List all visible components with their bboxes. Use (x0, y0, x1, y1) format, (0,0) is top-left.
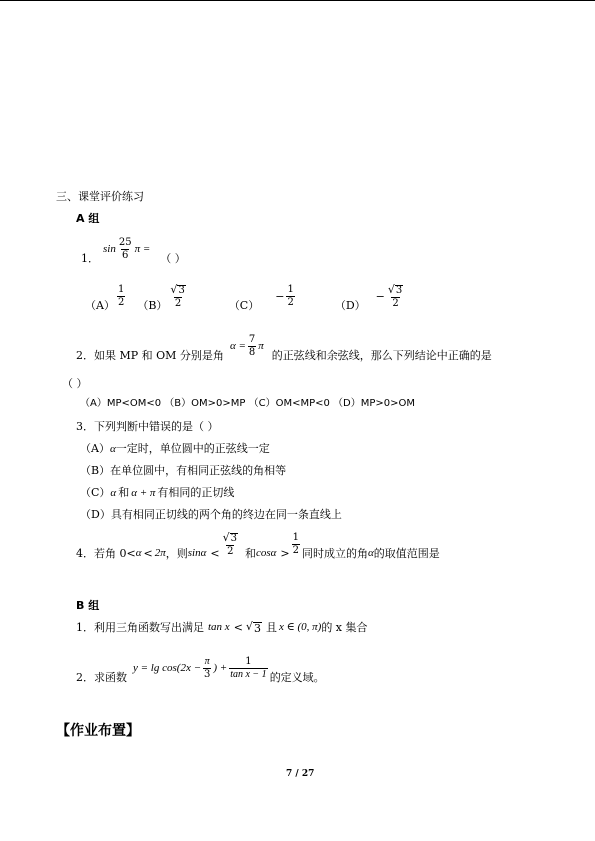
q1-option-a-label: （A） (85, 299, 115, 312)
q1-number: 1． (81, 252, 99, 265)
page-number: 7 / 27 (286, 769, 315, 779)
q3-option-c: （C）α 和 α + π 有相同的正切线 (80, 486, 235, 499)
q1-option-d-label: （D） (334, 299, 366, 312)
q1-pi-eq: π = (134, 243, 151, 255)
q3-option-a: （A）α一定时，单位圆中的正弦线一定 (80, 442, 270, 455)
question-3-stem: 3．下列判断中错误的是（ ） (76, 420, 219, 433)
section-title: 三、课堂评价练习 (56, 190, 144, 203)
q2-pi: π (258, 340, 264, 352)
q1-frac-den: 6 (122, 250, 129, 261)
q2-prefix: 2．如果 MP 和 OM 分别是角 (76, 349, 224, 362)
group-a-heading: A 组 (76, 212, 100, 225)
q1-options: （A） $\frac{1}{2}$ （B） √ 3 2 （C） − $\frac{1}{2}$ （D） − √ 3 2 (85, 282, 403, 312)
b2-reciprocal: $\frac{1}{\text{tan x − 1}}$ (230, 656, 267, 680)
q2-options: （A）MP<OM<0 （B）OM>0>MP （C）OM<MP<0 （D）MP>0>OM (80, 398, 416, 409)
q1-option-c-value: $\frac{1}{2}$ (287, 284, 294, 308)
q2-fraction: $\frac{7}{8}$ (248, 334, 256, 358)
q1-option-a-value: $\frac{1}{2}$ (117, 284, 125, 308)
q1-frac-num: 25 (118, 237, 132, 248)
q1-answer-paren: （ ） (160, 252, 186, 265)
q3-option-d: （D）具有相同正切线的两个角的终边在同一条直线上 (80, 508, 342, 521)
b-question-2: 2．求函数 y = lg cos(2x − $\frac{\pi}{3}$ ) + $\frac{1}{\text{tan x − 1}}$ 的定义域。 (76, 656, 325, 684)
b-question-1: 1．利用三角函数写出满足 tan x < √ 3 且 x ∈ (0, π) 的 x 集合 (76, 620, 368, 635)
b1-sqrt3: √ 3 (245, 620, 261, 635)
q1-sin: sin (103, 243, 116, 255)
homework-heading: 【作业布置】 (56, 723, 140, 739)
q1-fraction (118, 238, 133, 261)
group-b-heading: B 组 (76, 599, 100, 612)
question-2 (76, 332, 492, 361)
q3-option-b: （B）在单位圆中，有相同正弦线的角相等 (80, 464, 287, 477)
question-1 (81, 235, 186, 264)
q1-option-b-value: √ 3 2 (170, 282, 185, 310)
b2-pi-over-3: $\frac{\pi}{3}$ (204, 656, 211, 680)
q4-sqrt3-over-2: √ 3 2 (222, 530, 237, 558)
question-4: 4．若角 0< α < 2π ，则 sinα < √ 3 2 和 cosα > $\frac{1}{2}$ 同时成立的角 α 的取值范围是 (76, 530, 440, 560)
q2-suffix: 的正弦线和余弦线，那么下列结论中正确的是 (271, 349, 492, 362)
top-border (0, 0, 595, 1)
q1-option-d-value: √ 3 2 (387, 282, 403, 310)
q4-one-half: $\frac{1}{2}$ (292, 532, 299, 556)
q1-option-c-label: （C） (228, 299, 260, 312)
q1-option-b-label: （B） (137, 299, 168, 312)
q2-alpha-eq: α = (229, 340, 246, 352)
q2-answer-paren: （ ） (62, 377, 88, 390)
